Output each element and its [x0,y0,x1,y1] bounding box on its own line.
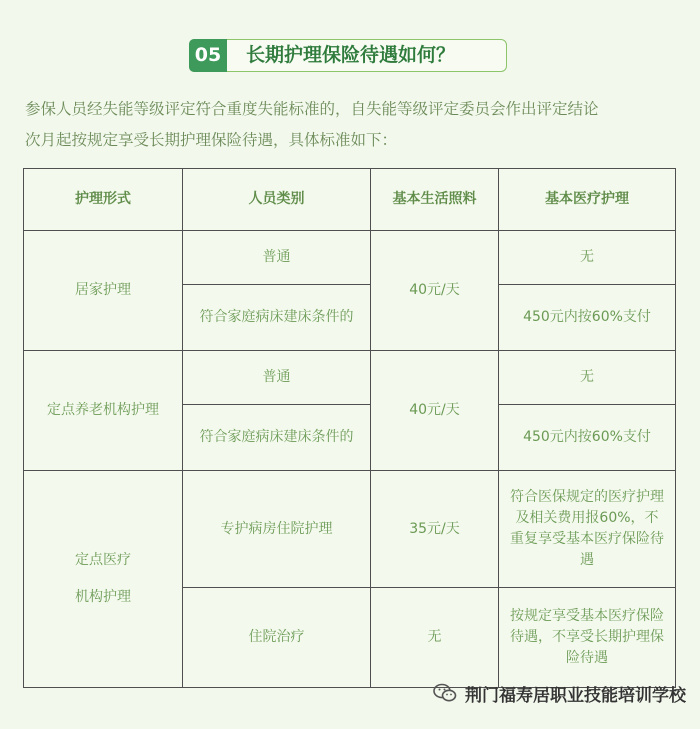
intro-paragraph [25,94,685,156]
medical-care-cell: 450元内按60%支付 [499,405,676,471]
care-form-line-1: 定点医疗 [75,552,131,568]
category-cell: 符合家庭病床建床条件的 [183,405,371,471]
category-cell: 住院治疗 [183,588,371,688]
category-cell: 普通 [183,351,371,405]
daily-care-cell: 40元/天 [371,231,499,351]
medical-care-cell: 符合医保规定的医疗护理及相关费用报60%，不重复享受基本医疗保险待遇 [499,471,676,588]
table-header-row [24,169,676,231]
section-title: 长期护理保险待遇如何？ [246,44,456,66]
category-cell: 专护病房住院护理 [183,471,371,588]
table-row [24,471,676,588]
medical-care-cell: 450元内按60%支付 [499,285,676,351]
care-form-line-2: 机构护理 [75,589,131,605]
wechat-icon [433,683,457,703]
table-row [24,231,676,285]
benefits-table [23,168,676,688]
care-form-cell: 定点养老机构护理 [24,351,183,471]
daily-care-cell: 35元/天 [371,471,499,588]
care-form-cell [24,471,183,688]
intro-line-2: 次月起按规定享受长期护理保险待遇，具体标准如下： [25,131,398,149]
daily-care-cell: 40元/天 [371,351,499,471]
category-cell: 符合家庭病床建床条件的 [183,285,371,351]
medical-care-cell: 无 [499,231,676,285]
header-medical-care: 基本医疗护理 [499,169,676,231]
table-row [24,351,676,405]
header-care-form: 护理形式 [24,169,183,231]
intro-line-1: 参保人员经失能等级评定符合重度失能标准的，自失能等级评定委员会作出评定结论 [25,100,599,118]
header-category: 人员类别 [183,169,371,231]
care-form-cell: 居家护理 [24,231,183,351]
section-number-badge: 05 [189,39,227,72]
medical-care-cell: 无 [499,351,676,405]
medical-care-cell: 按规定享受基本医疗保险待遇，不享受长期护理保险待遇 [499,588,676,688]
daily-care-cell: 无 [371,588,499,688]
category-cell: 普通 [183,231,371,285]
section-heading [189,39,507,72]
header-daily-care: 基本生活照料 [371,169,499,231]
account-watermark [433,680,686,706]
account-name: 荆门福寿居职业技能培训学校 [465,685,686,706]
